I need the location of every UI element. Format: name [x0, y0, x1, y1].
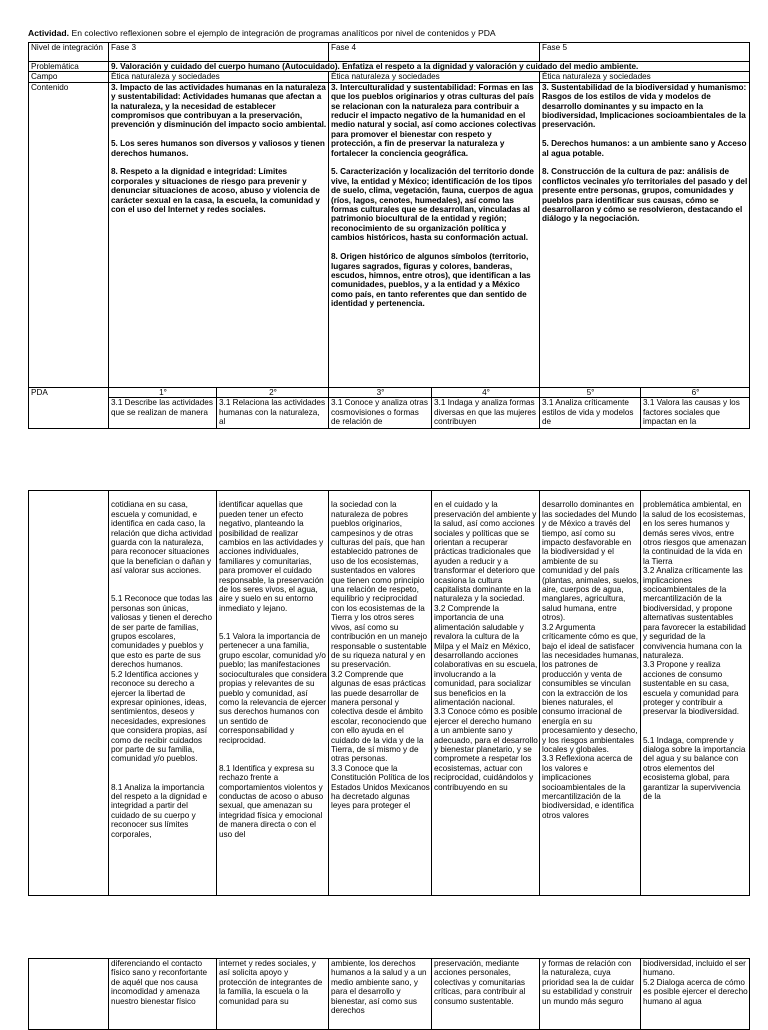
pda-item: 8.1 Identifica y expresa su rechazo frente a comportamientos violentos y conductas de acoso o abuso sexual, que amenazan su integridad física y emocional de manera directa o con el uso del — [219, 763, 324, 839]
pda-grade-3-cont — [329, 491, 432, 896]
contenido-item: 3. Sustentabilidad de la biodiversidad y humanismo: Rasgos de los estilos de vida y modelos de desarrollo dominantes y su impacto en la biodiversidad, Implicaciones socioambientales de la preservación. — [542, 82, 747, 130]
contenido-item: 5. Derechos humanos: a un ambiente sano y Acceso al agua potable. — [542, 139, 747, 158]
activity-instruction — [28, 28, 748, 39]
pda-item: 5.1 Valora la importancia de pertenecer a una familia, grupo escolar, comunidad y/o pueblo; las manifestaciones socioculturales que considera propias y relevantes de su pueblo y comunidad, así como la relevancia de ejercer sus derechos humanos con un sentido de corresponsabilidad y reciprocidad. — [219, 632, 327, 745]
pda-continuation-table-2 — [28, 958, 750, 1030]
pda-item: internet y redes sociales, y así solicita apoyo y protección de integrantes de la familia, la escuela o la comunidad para su — [219, 959, 323, 1006]
row-label-campo: Campo — [29, 72, 109, 82]
pda-item: 8.1 Analiza la importancia del respeto a la dignidad e integridad a partir del cuidado de su cuerpo y reconocer sus límites corporales, — [111, 782, 208, 839]
pda-grade-2: 3.1 Relaciona las actividades humanas con la naturaleza, al — [219, 398, 326, 427]
pda-item: diferenciando el contacto físico sano y reconfortante de aquél que nos causa incomodidad y amenaza nuestro bienestar físico — [111, 959, 208, 1006]
row-label-problematica: Problemática — [29, 62, 109, 72]
campo-phase-5: Ética naturaleza y sociedades — [540, 72, 750, 82]
pda-item: cotidiana en su casa, escuela y comunidad, e identifica en cada caso, la relación que dicha actividad guarda con la naturaleza, para reconocer situaciones que la benefician o dañan y así valorar sus acciones. — [111, 500, 213, 576]
row-label-pda: PDA — [29, 387, 109, 428]
contenido-item: 5. Caracterización y localización del territorio donde vive, la entidad y México; identificación de los tipos de suelo, clima, vegetación, fauna, cuerpos de agua (ríos, lagos, cenotes, humedales), así como las formas culturales que se desarrollan, vinculadas al patrimonio biocultural de la entidad y región; reconocimiento de su organización política y cambios históricos, hasta su conformación actual. — [331, 167, 534, 243]
pda-grade-1: 3.1 Describe las actividades que se realizan de manera — [111, 398, 213, 417]
pda-item: 5.1 Indaga, comprende y dialoga sobre la importancia del agua y su balance con otros elementos del ecosistema global, para garantizar la supervivencia de la — [643, 735, 746, 801]
pda-item: en el cuidado y la preservación del ambiente y la salud, así como acciones sociales y políticas que se orientan a recuperar prácticas tradicionales que ayuden a reducir y a transformar el deterioro que ocasiona la cultura capitalista dominante en la naturaleza y la sociedad. 3.2 Comprende la importancia de una alimentación saludable y revalora la cultura de la Milpa y el Maíz en México, desarrollando acciones colaborativas en su escuela, involucrando a la comunidad, para socializar sus beneficios en la alimentación nacional. 3.3 Conoce cómo es posible ejercer el derecho humano a un ambiente sano y adecuado, para el desarrollo y bienestar planetario, y se compromete a respetar los ecosistemas, actuar con reciprocidad, cuidándolos y contribuyendo en su — [434, 500, 538, 792]
pda-label-spacer — [29, 959, 109, 1030]
grade-3-header: 3° — [329, 387, 432, 397]
pda-grade-5-cont — [540, 491, 641, 896]
pda-grade-1-cont-2 — [109, 959, 217, 1030]
pda-grade-5: 3.1 Analiza críticamente estilos de vida y modelos de — [542, 398, 634, 427]
pda-grade-4-cont-2 — [432, 959, 540, 1030]
pda-label-spacer — [29, 491, 109, 896]
pda-item: ambiente, los derechos humanos a la salud y a un medio ambiente sano, y para el desarrollo y bienestar, así como sus derechos — [331, 959, 427, 1016]
contenido-item: 5. Los seres humanos son diversos y valiosos y tienen derechos humanos. — [111, 139, 325, 158]
problematica-text: 9. Valoración y cuidado del cuerpo humano (Autocuidado). Enfatiza el respeto a la dignidad y valoración y cuidado del medio ambiente. — [109, 62, 750, 72]
phase-5-header: Fase 5 — [540, 43, 750, 62]
phase-4-header: Fase 4 — [329, 43, 540, 62]
contenido-item: 8. Origen histórico de algunos símbolos (territorio, lugares sagrados, figuras y colores, banderas, escudos, himnos, entre otros), que identifican a las comunidades, pueblos, y a la entidad y a México como país, en tanto referentes que dan sentido de identidad y pertenencia. — [331, 252, 531, 309]
pda-item: y formas de relación con la naturaleza, cuya prioridad sea la de cuidar su estabilidad y construir un mundo más seguro — [542, 959, 634, 1006]
pda-grade-1-cont — [109, 491, 217, 896]
pda-item: 5.1 Reconoce que todas las personas son únicas, valiosas y tienen el derecho de ser parte de familias, grupos escolares, comunidades y pueblos y que esto es parte de sus derechos humanos. 5.2 Identifica acciones y reconoce su derecho a ejercer la libertad de expresar opiniones, ideas, sentimientos, deseos y necesidades, expresiones que considera propias, así como de recibir cuidados por parte de su familia, comunidad y/o pueblos. — [111, 594, 213, 764]
pda-item: problemática ambiental, en la salud de los ecosistemas, en los seres humanos y demás seres vivos, entre otros riesgos que amenazan la continuidad de la vida en la Tierra 3.2 Analiza críticamente las implicaciones socioambientales de la mercantilización de la biodiversidad, y propone alternativas sustentables para favorecer la estabilidad y seguridad de la convivencia humana con la naturaleza. 3.3 Propone y realiza acciones de consumo sustentable en su casa, escuela y comunidad para proteger y contribuir a preservar la biodiversidad. — [643, 500, 747, 717]
row-label-contenido: Contenido — [29, 82, 109, 387]
contenido-phase-5 — [540, 82, 750, 387]
pda-item: desarrollo dominantes en las sociedades del Mundo y de México a través del tiempo, así como su impacto desfavorable en la biodiversidad y el ambiente de su comunidad y del país (plantas, animales, suelos, aire, cuerpos de agua, manglares, agricultura, salud humana, entre otros). 3.2 Argumenta críticamente cómo es que, bajo el ideal de satisfacer las necesidades humanas, los patrones de producción y venta de consumibles se vinculan con la extracción de los bienes naturales, el consumo irracional de energía en su procesamiento y desecho, y los riesgos ambientales locales y globales. 3.3 Reflexiona acerca de los valores e implicaciones socioambientales de la mercantilización de la biodiversidad, e identifica otros valores — [542, 500, 639, 820]
grade-2-header: 2° — [217, 387, 329, 397]
contenido-phase-4 — [329, 82, 540, 387]
contenido-item: 3. Impacto de las actividades humanas en la naturaleza y sustentabilidad: Actividades humanas que afectan a la naturaleza, y la necesidad de establecer compromisos que contribuyan a la preservación, prevención y disminución del impacto socio ambiental. — [111, 82, 327, 130]
campo-phase-4: Ética naturaleza y sociedades — [329, 72, 540, 82]
pda-grade-6-cont — [641, 491, 750, 896]
pda-grade-4-cont — [432, 491, 540, 896]
integration-table — [28, 42, 750, 429]
contenido-item: 3. Interculturalidad y sustentabilidad: Formas en las que los pueblos originarios y otras culturas del país se relacionan con la naturaleza para contribuir a reducir el impacto negativo de la humanidad en el medio natural y social, así como acciones colectivas para promover el bienestar con respeto y protección, a fin de preservar la naturaleza y fortalecer la conciencia geográfica. — [331, 82, 537, 158]
pda-grade-6-cont-2 — [641, 959, 750, 1030]
grade-5-header: 5° — [540, 387, 641, 397]
pda-continuation-table — [28, 490, 750, 896]
pda-grade-3: 3.1 Conoce y analiza otras cosmovisiones o formas de relación de — [331, 398, 428, 427]
pda-grade-2-cont — [217, 491, 329, 896]
pda-item: identificar aquellas que pueden tener un efecto negativo, planteando la posibilidad de realizar cambios en las actividades y acciones individuales, familiares y comunitarias, para promover el cuidado responsable, la preservación de los seres vivos, el agua, aire y suelo en su entorno inmediato y lejano. — [219, 500, 324, 613]
pda-grade-6: 3.1 Valora las causas y los factores sociales que impactan en la — [643, 398, 740, 427]
phase-3-header: Fase 3 — [109, 43, 329, 62]
pda-item: la sociedad con la naturaleza de pobres pueblos originarios, campesinos y de otras culturas del país, que han establecido patrones de uso de los ecosistemas, sustentados en valores que tienen como principio una relación de respeto, equilibrio y reciprocidad con los ecosistemas de la Tierra y los otros seres vivos, así como su contribución en un manejo responsable o sustentable de su riqueza natural y en su preservación. 3.2 Comprende que algunas de esas prácticas las puede desarrollar de manera personal y colectiva desde el ámbito escolar, reconociendo que con ello ayuda en el cuidado de la vida y de la Tierra, de sí mismo y de otras personas. 3.3 Conoce que la Constitución Política de los Estados Unidos Mexicanos ha decretado algunas leyes para proteger el — [331, 500, 430, 811]
grade-6-header: 6° — [641, 387, 750, 397]
pda-item: biodiversidad, incluido el ser humano. 5.2 Dialoga acerca de cómo es posible ejercer el derecho humano al agua — [643, 959, 748, 1006]
contenido-item: 8. Respeto a la dignidad e integridad: Límites corporales y situaciones de riesgo para prevenir y denunciar situaciones de acoso, abuso y violencia de carácter sexual en la casa, la escuela, la comunidad y con el uso del Internet y redes sociales. — [111, 167, 320, 215]
pda-grade-2-cont-2 — [217, 959, 329, 1030]
activity-text: En colectivo reflexionen sobre el ejemplo de integración de programas analíticos por nivel de contenidos y PDA — [69, 28, 496, 38]
pda-grade-3-cont-2 — [329, 959, 432, 1030]
pda-grade-4: 3.1 Indaga y analiza formas diversas en que las mujeres contribuyen — [434, 398, 536, 427]
grade-4-header: 4° — [432, 387, 540, 397]
contenido-phase-3 — [109, 82, 329, 387]
pda-item: preservación, mediante acciones personales, colectivas y comunitarias críticas, para contribuir al consumo sustentable. — [434, 959, 526, 1006]
activity-label: Actividad. — [28, 28, 70, 38]
pda-grade-5-cont-2 — [540, 959, 641, 1030]
contenido-item: 8. Construcción de la cultura de paz: análisis de conflictos vecinales y/o territoriales del pasado y del presente entre personas, grupos, comunidades y pueblos para identificar sus causas, cómo se desarrollaron y cómo se resolvieron, destacando el diálogo y la negociación. — [542, 167, 748, 224]
row-label-nivel: Nivel de integración — [29, 43, 109, 62]
campo-phase-3: Ética naturaleza y sociedades — [109, 72, 329, 82]
grade-1-header: 1° — [109, 387, 217, 397]
